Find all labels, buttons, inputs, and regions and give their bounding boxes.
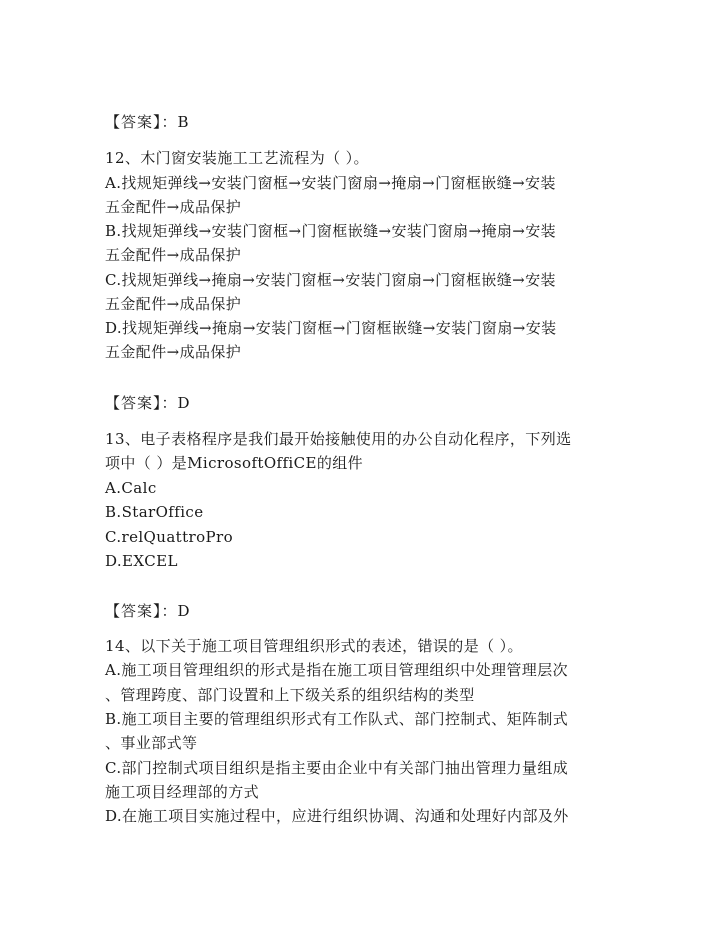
answer-q12: 【答案】：D (105, 394, 191, 412)
q12-option-d-line2: 五金配件→成品保护 (105, 343, 242, 361)
q14-option-b-line2: 、事业部式等 (105, 734, 198, 752)
q12-option-c-line1: C.找规矩弹线→掩扇→安装门窗框→安装门窗扇→门窗框嵌缝→安装 (105, 271, 556, 289)
q14-option-b-line1: B.施工项目主要的管理组织形式有工作队式、部门控制式、矩阵制式 (105, 710, 569, 728)
q12-option-a-line1: A.找规矩弹线→安装门窗框→安装门窗扇→掩扇→门窗框嵌缝→安装 (105, 174, 556, 192)
q14-option-c-line2: 施工项目经理部的方式 (105, 783, 260, 801)
q12-stem: 12、木门窗安装施工工艺流程为（ ）。 (105, 149, 369, 167)
q14-option-a-line2: 、管理跨度、部门设置和上下级关系的组织结构的类型 (105, 686, 475, 704)
q13-option-c: C.relQuattroPro (105, 528, 234, 546)
q12-option-c-line2: 五金配件→成品保护 (105, 295, 242, 313)
q13-option-d: D.EXCEL (105, 552, 178, 570)
q13-stem-line1: 13、电子表格程序是我们最开始接触使用的办公自动化程序，下列选 (105, 430, 572, 448)
q14-option-a-line1: A.施工项目管理组织的形式是指在施工项目管理组织中处理管理层次 (105, 661, 569, 679)
q12-option-b-line1: B.找规矩弹线→安装门窗框→门窗框嵌缝→安装门窗扇→掩扇→安装 (105, 222, 557, 240)
q12-option-d-line1: D.找规矩弹线→掩扇→安装门窗框→门窗框嵌缝→安装门窗扇→安装 (105, 319, 557, 337)
answer-q11: 【答案】：B (105, 113, 190, 131)
q14-option-c-line1: C.部门控制式项目组织是指主要由企业中有关部门抽出管理力量组成 (105, 759, 569, 777)
q12-option-a-line2: 五金配件→成品保护 (105, 198, 242, 216)
q12-option-b-line2: 五金配件→成品保护 (105, 246, 242, 264)
q14-option-d-line1: D.在施工项目实施过程中，应进行组织协调、沟通和处理好内部及外 (105, 807, 569, 825)
q14-stem: 14、以下关于施工项目管理组织形式的表述，错误的是（ ）。 (105, 637, 523, 655)
q13-option-a: A.Calc (105, 479, 157, 497)
answer-q13: 【答案】：D (105, 602, 191, 620)
q13-option-b: B.StarOffice (105, 503, 204, 521)
q13-stem-line2: 项中（ ）是MicrosoftOffiCE的组件 (105, 454, 364, 472)
